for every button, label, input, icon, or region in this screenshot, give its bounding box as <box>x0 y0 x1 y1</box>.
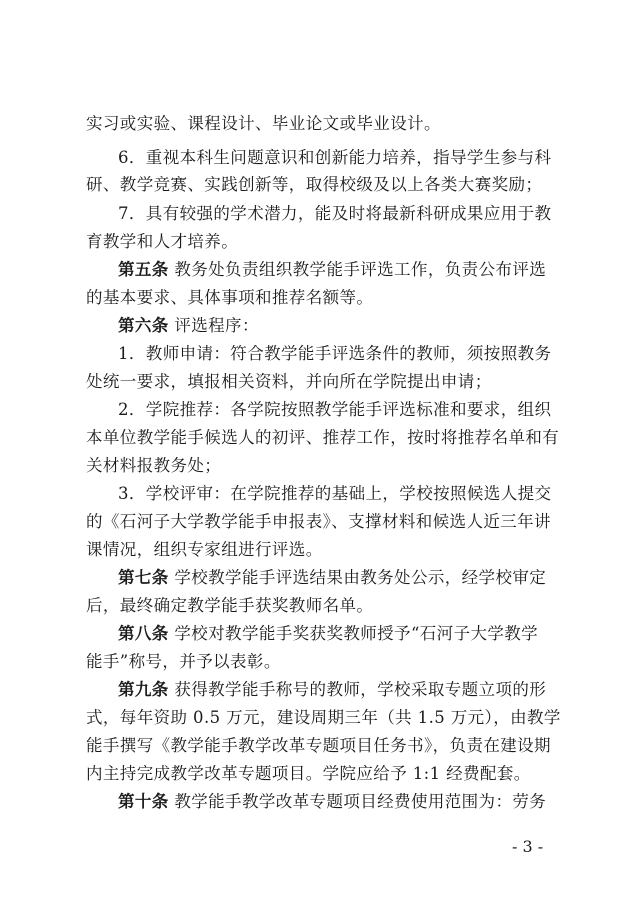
text-line-10: 处统一要求，填报相关资料，并向所在学院提出申请； <box>86 372 492 391</box>
text-line-24: 内主持完成教学改革专题项目。学院应给予 1:1 经费配套。 <box>86 764 531 783</box>
text-line-23: 能手撰写《教学能手教学改革专题项目任务书》，负责在建设期 <box>86 736 551 755</box>
article-10-heading: 第十条 教学能手教学改革专题项目经费使用范围为：劳务 <box>118 792 547 811</box>
article-9-heading: 第九条 获得教学能手称号的教师，学校采取专题立项的形 <box>118 680 547 699</box>
text-line-15: 的《石河子大学教学能手申报表》、支撑材料和候选人近三年讲 <box>86 512 551 531</box>
text-line-4: 7．具有较强的学术潜力，能及时将最新科研成果应用于教 <box>118 204 552 223</box>
text-line-5: 育教学和人才培养。 <box>86 232 239 251</box>
text-line-11: 2．学院推荐：各学院按照教学能手评选标准和要求，组织 <box>118 400 552 419</box>
text-line-2: 6．重视本科生问题意识和创新能力培养，指导学生参与科 <box>118 148 552 167</box>
article-8-heading: 第八条 学校对教学能手奖获奖教师授予“石河子大学教学 <box>118 624 539 643</box>
page-number: - 3 - <box>512 837 544 856</box>
text-line-14: 3．学校评审：在学院推荐的基础上，学校按照候选人提交 <box>118 484 552 503</box>
article-6-heading: 第六条 评选程序： <box>118 316 259 335</box>
article-5-heading: 第五条 教务处负责组织教学能手评选工作，负责公布评选 <box>118 260 547 279</box>
text-line-7: 的基本要求、具体事项和推荐名额等。 <box>86 288 374 307</box>
text-line-12: 本单位教学能手候选人的初评、推荐工作，按时将推荐名单和有 <box>86 428 560 447</box>
text-line-3: 研、教学竞赛、实践创新等，取得校级及以上各类大赛奖励； <box>86 175 543 194</box>
text-line-22: 式，每年资助 0.5 万元，建设周期三年（共 1.5 万元），由教学 <box>86 708 561 727</box>
text-line-20: 能手”称号，并予以表彰。 <box>86 652 281 671</box>
text-line-13: 关材料报教务处； <box>86 456 222 475</box>
text-line-16: 课情况，组织专家组进行评选。 <box>86 540 323 559</box>
text-line-9: 1．教师申请：符合教学能手评选条件的教师，须按照教务 <box>118 344 552 363</box>
article-7-heading: 第七条 学校教学能手评选结果由教务处公示，经学校审定 <box>118 568 547 587</box>
text-line-1: 实习或实验、课程设计、毕业论文或毕业设计。 <box>86 114 441 133</box>
text-line-18: 后，最终确定教学能手获奖教师名单。 <box>86 596 374 615</box>
